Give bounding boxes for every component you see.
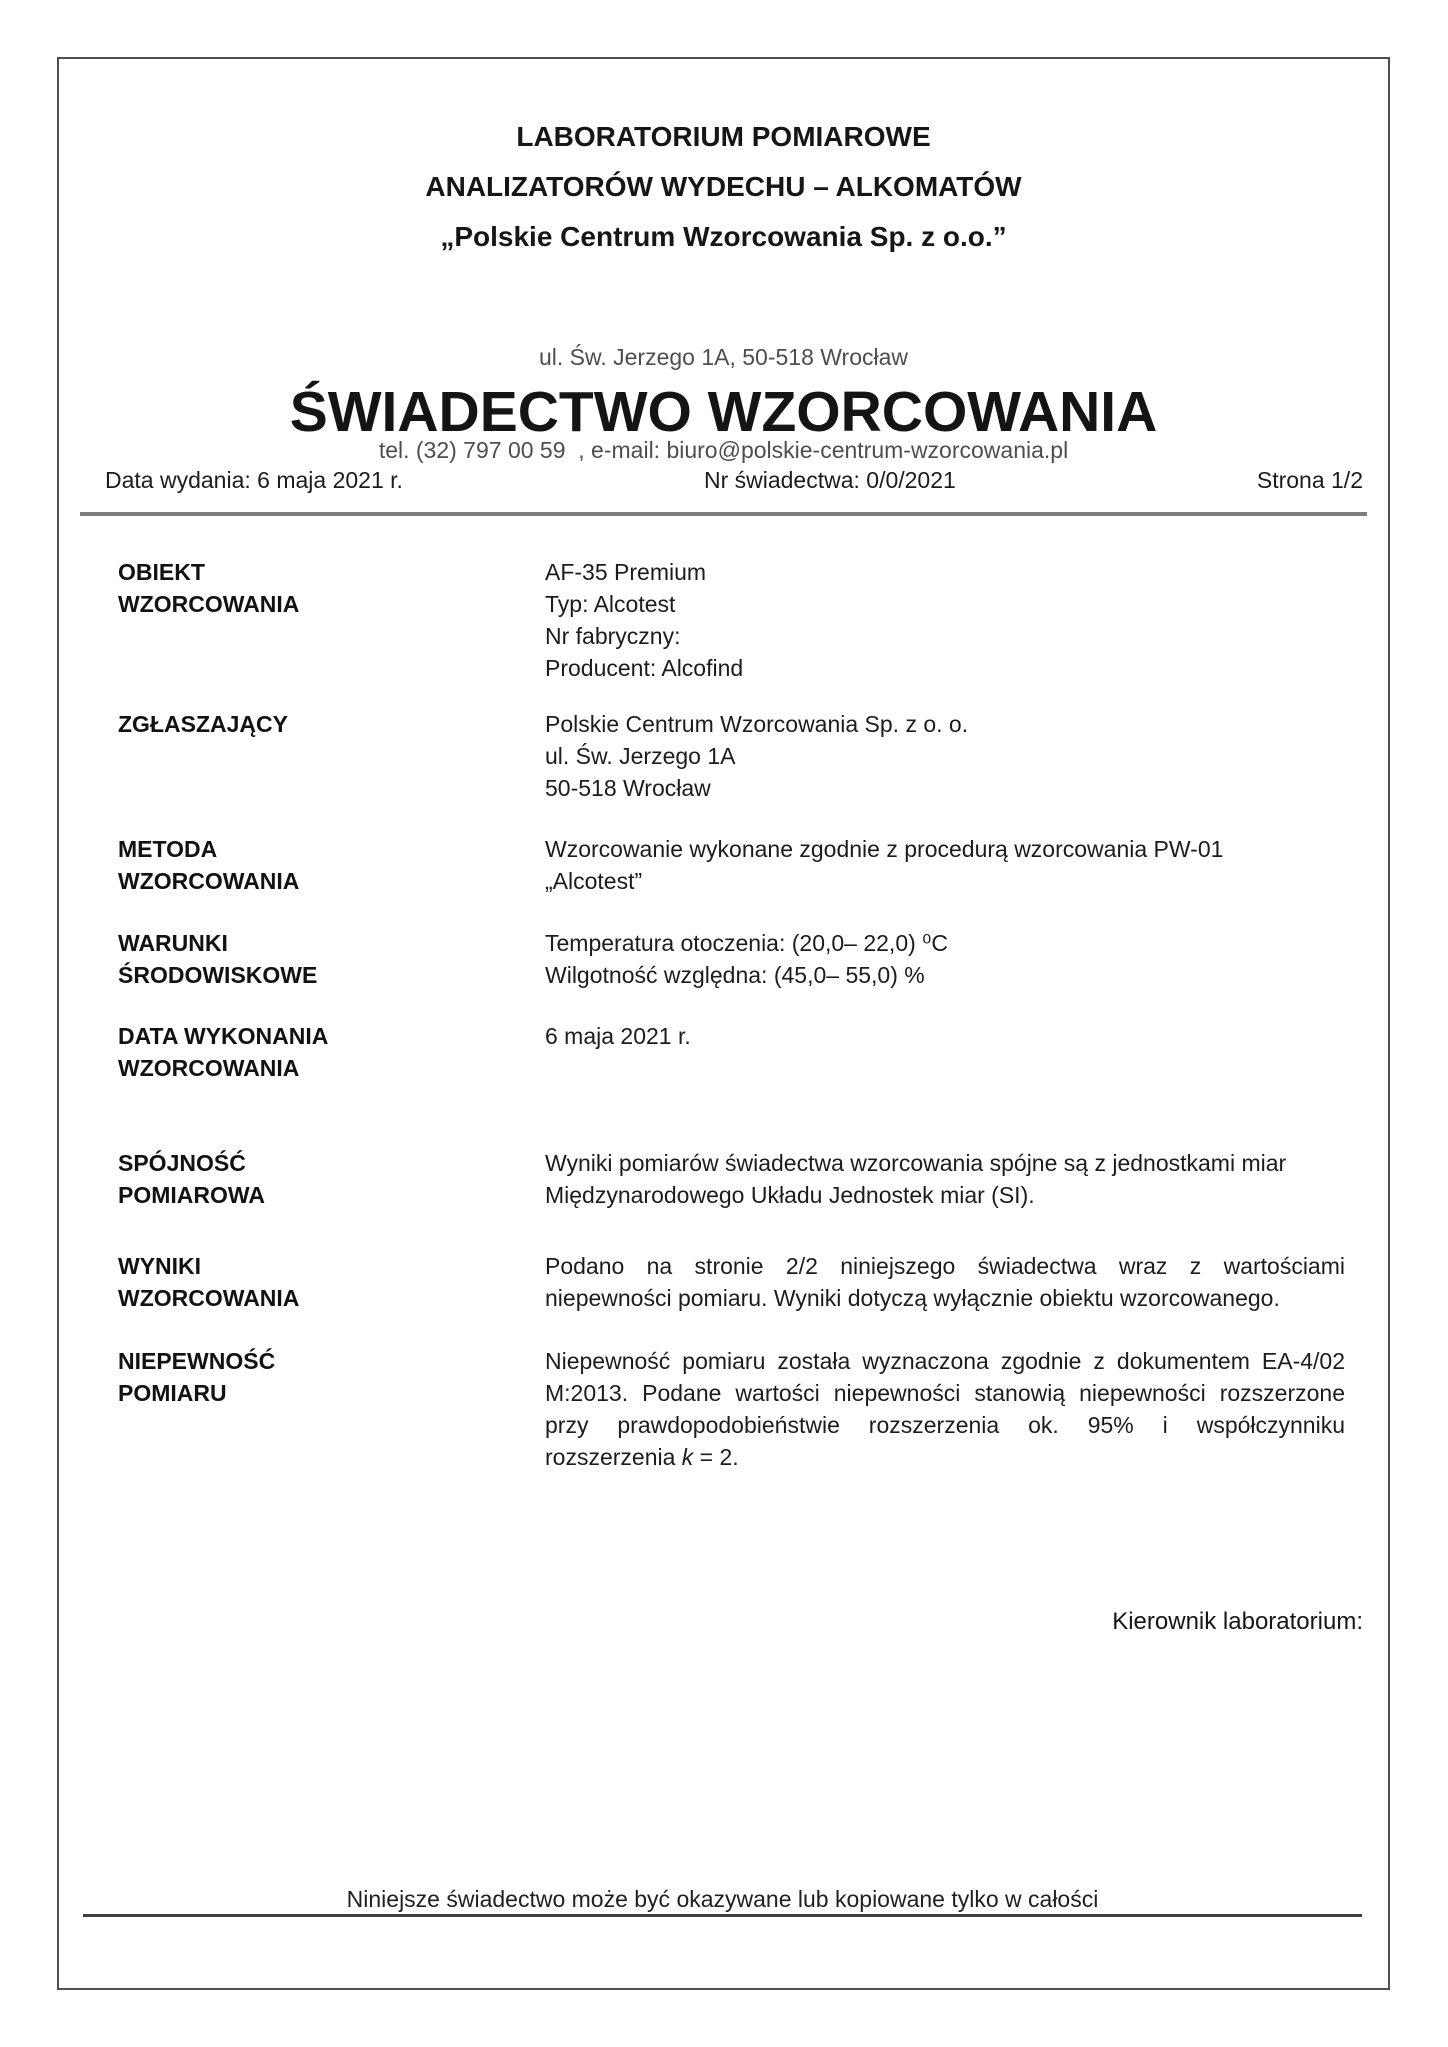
address-contact: tel. (32) 797 00 59 , e-mail: biuro@polskie-centrum-wzorcowania.pl (378, 437, 1069, 463)
certificate-page (57, 57, 1390, 1990)
certificate-number: Nr świadectwa: 0/0/2021 (703, 467, 956, 493)
section-label: WARUNKI ŚRODOWISKOWE (118, 930, 318, 988)
value-paragraph: Wyniki pomiarów świadectwa wzorcowania spójne są z jednostkami miar Międzynarodowego Układu Jednostek miar (SI). (545, 1150, 1287, 1208)
section-value (545, 556, 1345, 684)
section-value (545, 1147, 1345, 1211)
section-data-wykonania (118, 1020, 1345, 1084)
value-line: Typ: Alcotest (545, 591, 676, 617)
page-number: Strona 1/2 (1256, 467, 1363, 493)
coverage-factor-symbol: k (681, 1444, 694, 1470)
value-line: ul. Św. Jerzego 1A (545, 743, 736, 769)
laboratory-name-line1: LABORATORIUM POMIAROWE (516, 121, 931, 152)
section-label: WYNIKI WZORCOWANIA (118, 1253, 300, 1311)
value-paragraph: Podano na stronie 2/2 niniejszego świadectwa wraz z wartościami niepewności pomiaru. Wyniki dotyczą wyłącznie obiektu wzorcowanego. (545, 1253, 1345, 1311)
section-label: OBIEKT WZORCOWANIA (118, 559, 300, 617)
section-value (545, 1345, 1345, 1473)
value-paragraph-part: Niepewność pomiaru została wyznaczona zgodnie z dokumentem EA-4/02 M:2013. Podane wartości niepewności stanowią niepewności rozszerzone przy prawdopodobieństwie rozszerzenia ok. 95% i współczynniku rozszerzenia (545, 1348, 1345, 1470)
section-label: METODA WZORCOWANIA (118, 836, 300, 894)
section-metoda-wzorcowania (118, 833, 1345, 897)
value-line: Nr fabryczny: (545, 623, 681, 649)
value-line: AF-35 Premium (545, 559, 707, 585)
value-line: „Alcotest” (545, 868, 643, 894)
section-value (545, 1250, 1345, 1314)
section-niepewnosc-pomiaru (118, 1345, 1345, 1473)
section-obiekt-wzorcowania (118, 556, 1345, 684)
certificate-title: ŚWIADECTWO WZORCOWANIA (289, 380, 1158, 444)
section-value (545, 1020, 1345, 1084)
laboratory-name-line3: „Polskie Centrum Wzorcowania Sp. z o.o.” (440, 221, 1007, 252)
section-label: ZGŁASZAJĄCY (118, 711, 288, 737)
signature-label: Kierownik laboratorium: (1112, 1608, 1363, 1635)
section-label: NIEPEWNOŚĆ POMIARU (118, 1348, 276, 1406)
header-divider (80, 512, 1367, 516)
value-line: Wilgotność względna: (45,0– 55,0) % (545, 962, 925, 988)
issue-date: Data wydania: 6 maja 2021 r. (105, 467, 403, 493)
value-line: Temperatura otoczenia: (20,0– 22,0) ⁰C (545, 930, 948, 956)
value-paragraph-part: = 2. (693, 1444, 739, 1470)
section-value (545, 927, 1345, 991)
section-wyniki-wzorcowania (118, 1250, 1345, 1314)
section-value (545, 708, 1345, 804)
section-value (545, 833, 1345, 897)
value-line: Producent: Alcofind (545, 655, 744, 681)
value-line: 6 maja 2021 r. (545, 1023, 691, 1049)
section-warunki-srodowiskowe (118, 927, 1345, 991)
section-spojnosc-pomiarowa (118, 1147, 1345, 1211)
certificate-meta-row (105, 466, 1363, 494)
value-line: 50-518 Wrocław (545, 775, 711, 801)
section-zglaszajacy (118, 708, 1345, 804)
value-line: Wzorcowanie wykonane zgodnie z procedurą wzorcowania PW-01 (545, 836, 1224, 862)
section-label: SPÓJNOŚĆ POMIAROWA (118, 1150, 265, 1208)
laboratory-name-line2: ANALIZATORÓW WYDECHU – ALKOMATÓW (425, 171, 1022, 202)
laboratory-header (59, 112, 1388, 262)
section-label: DATA WYKONANIA WZORCOWANIA (118, 1023, 329, 1081)
value-line: Polskie Centrum Wzorcowania Sp. z o. o. (545, 711, 969, 737)
certificate-sections (118, 556, 1345, 1473)
footer-notice: Niniejsze świadectwo może być okazywane lub kopiowane tylko w całości (83, 1885, 1362, 1917)
address-street: ul. Św. Jerzego 1A, 50-518 Wrocław (538, 344, 909, 370)
